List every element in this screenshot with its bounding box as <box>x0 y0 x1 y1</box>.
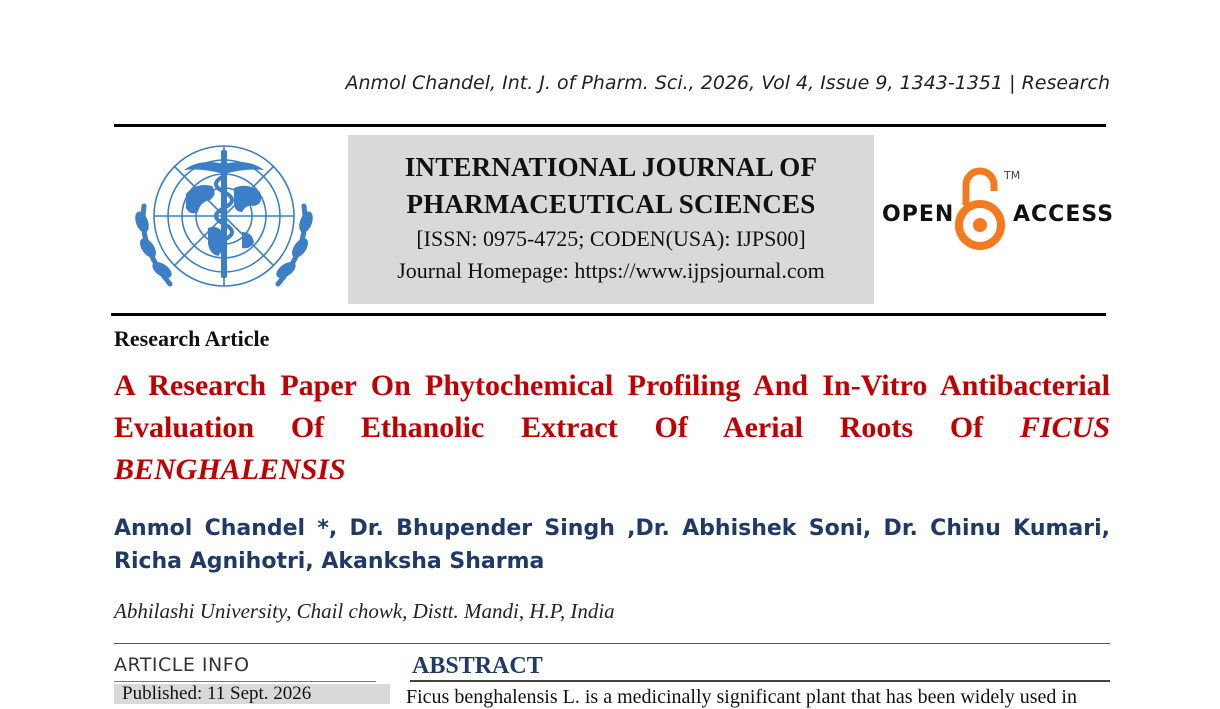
abstract-text: Ficus benghalensis L. is a medicinally significant plant that has been widely used in <box>406 686 1077 708</box>
affiliation: Abhilashi University, Chail chowk, Distt. Mandi, H.P, India <box>114 599 615 623</box>
open-access-logo <box>880 165 1115 255</box>
published-date: Published: 11 Sept. 2026 <box>122 684 312 704</box>
paper-title-main: A Research Paper On Phytochemical Profiling And In-Vitro Antibacterial Evaluation Of Ethanolic Extract Of Aerial Roots Of <box>114 369 1110 444</box>
article-type: Research Article <box>114 326 270 351</box>
abstract-rule <box>410 680 1110 682</box>
running-header: Anmol Chandel, Int. J. of Pharm. Sci., 2026, Vol 4, Issue 9, 1343-1351 | Research <box>345 72 1110 94</box>
article-info-box <box>114 684 390 704</box>
article-info-heading: ARTICLE INFO <box>114 654 250 676</box>
masthead-rule <box>111 313 1106 316</box>
article-info-rule <box>114 681 376 682</box>
abstract-heading: ABSTRACT <box>412 653 543 679</box>
paper-title <box>114 365 1110 491</box>
journal-emblem-logo <box>124 136 324 308</box>
journal-issn: [ISSN: 0975-4725; CODEN(USA): IJPS00] <box>416 226 806 251</box>
open-access-open-label: OPEN <box>882 202 955 227</box>
journal-name-line2: PHARMACEUTICAL SCIENCES <box>406 189 816 219</box>
header-rule <box>114 124 1106 127</box>
journal-name <box>348 149 874 223</box>
author-list: Anmol Chandel *, Dr. Bhupender Singh ,Dr. Abhishek Soni, Dr. Chinu Kumari, Richa Agnihotri, Akanksha Sharma <box>114 516 1110 574</box>
journal-masthead <box>348 135 874 304</box>
journal-homepage: Journal Homepage: https://www.ijpsjournal.com <box>397 258 825 283</box>
section-divider <box>114 643 1110 644</box>
open-access-access-label: ACCESS <box>1013 202 1115 227</box>
open-access-lock-icon <box>952 165 1008 251</box>
open-access-tm: TM <box>1004 169 1021 182</box>
paper-title-species: FICUS BENGHALENSIS <box>114 411 1110 486</box>
journal-name-line1: INTERNATIONAL JOURNAL OF <box>404 152 818 182</box>
